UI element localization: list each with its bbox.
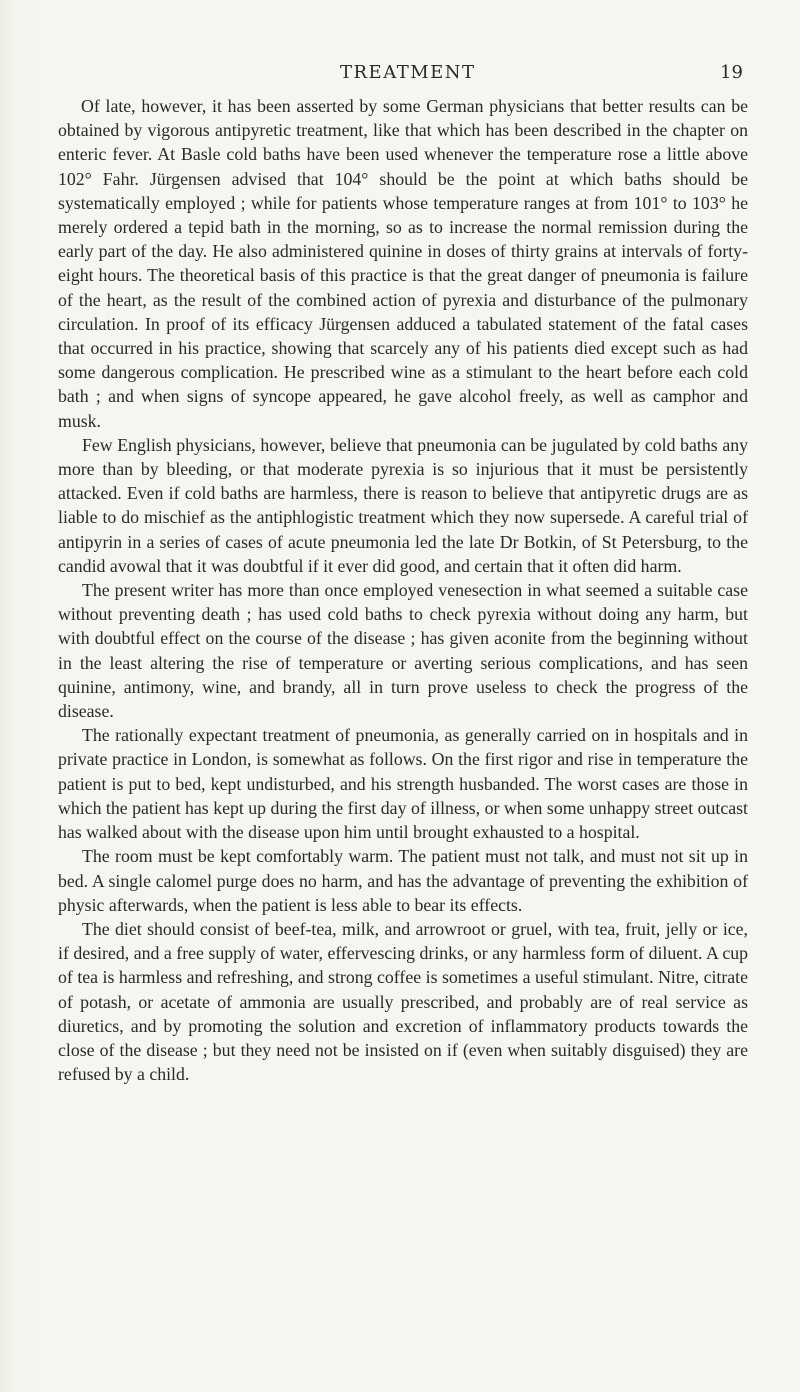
paragraph: Of late, however, it has been asserted by some German physicians that better results can be obtained by vigorous antipyretic treatment, like that which has been described in the chapter on enteric fever. At Basle cold baths have been used whenever the temperature rose a little above 102° Fahr. Jürgensen advised that 104° should be the point at which baths should be systematically employed ; while for patients whose temperature ranges at from 101° to 103° he merely ordered a tepid bath in the morning, so as to increase the normal remission during the early part of the day. He also administered quinine in doses of thirty grains at intervals of forty-eight hours. The theoretical basis of this practice is that the great danger of pneumonia is failure of the heart, as the result of the combined action of pyrexia and disturbance of the pulmonary circulation. In proof of its efficacy Jürgensen adduced a tabulated statement of the fatal cases that occurred in his practice, showing that scarcely any of his patients died except such as had some dangerous complication. He prescribed wine as a stimulant to the heart before each cold bath ; and when signs of syncope appeared, he gave alcohol freely, as well as camphor and musk.: [58, 96, 748, 431]
page-number: 19: [720, 62, 743, 83]
body-text: [58, 94, 748, 1086]
paragraph: The rationally expectant treatment of pneumonia, as generally carried on in hospitals and in private practice in London, is somewhat as follows. On the first rigor and rise in temperature the patient is put to bed, kept undisturbed, and his strength husbanded. The worst cases are those in which the patient has kept up during the first day of illness, or when some unhappy street outcast has walked about with the disease upon him until brought exhausted to a hospital.: [58, 725, 748, 843]
paragraph: The room must be kept comfortably warm. The patient must not talk, and must not sit up in bed. A single calomel purge does no harm, and has the advantage of preventing the exhibition of physic afterwards, when the patient is less able to bear its effects.: [58, 846, 748, 915]
paragraph: The present writer has more than once employed venesection in what seemed a suitable case without preventing death ; has used cold baths to check pyrexia without doing any harm, but with doubtful effect on the course of the disease ; has given aconite from the beginning without in the least altering the rise of temperature or averting serious complications, and has seen quinine, antimony, wine, and brandy, all in turn prove useless to check the progress of the disease.: [58, 580, 748, 722]
running-title: TREATMENT: [340, 62, 476, 83]
running-head: [0, 62, 800, 92]
paragraph: Few English physicians, however, believe that pneumonia can be jugulated by cold baths any more than by bleeding, or that moderate pyrexia is so injurious that it must be persistently attacked. Even if cold baths are harmless, there is reason to believe that antipyretic drugs are as liable to do mischief as the antiphlogistic treatment which they now supersede. A careful trial of antipyrin in a series of cases of acute pneumonia led the late Dr Botkin, of St Petersburg, to the candid avowal that it was doubtful if it ever did good, and certain that it often did harm.: [58, 434, 748, 576]
paragraph: The diet should consist of beef-tea, milk, and arrowroot or gruel, with tea, fruit, jelly or ice, if desired, and a free supply of water, effervescing drinks, or any harmless form of diluent. A cup of tea is harmless and refreshing, and strong coffee is sometimes a useful stimulant. Nitre, citrate of potash, or acetate of ammonia are usually prescribed, and probably are of real service as diuretics, and by promoting the solution and excretion of inflammatory products towards the close of the disease ; but they need not be insisted on if (even when suitably disguised) they are refused by a child.: [58, 918, 748, 1085]
